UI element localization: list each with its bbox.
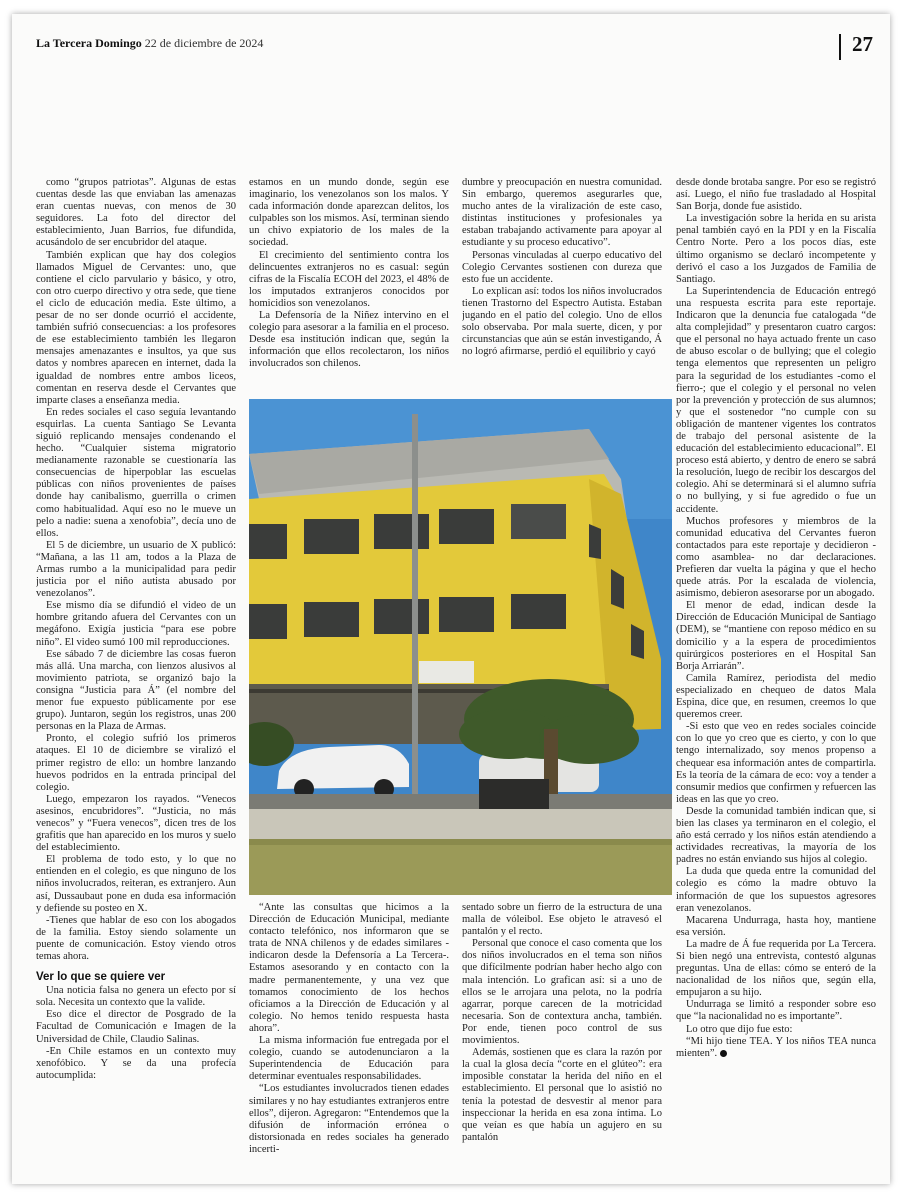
paragraph: Camila Ramírez, periodista del medio especializado en chequeo de datos Mala Espina, dice que, en resumen, creemos lo que queremos creer. bbox=[676, 672, 876, 721]
article-column-3-top bbox=[462, 177, 662, 392]
page-header bbox=[36, 36, 263, 51]
end-of-article-icon bbox=[720, 1050, 727, 1057]
paragraph: La duda que queda entre la comunidad del colegio es cómo la madre obtuvo la información de que los supuestos agresores eran venezolanos. bbox=[676, 866, 876, 914]
paragraph: Ese sábado 7 de diciembre las cosas fueron más allá. Una marcha, con lienzos alusivos al movimiento patriota, se organizó bajo la consigna “Justicia para Á” (el nombre del menor fue expuesto públicamente por ese grupo). Juntaron, según los registros, unas 200 personas en la Plaza de Armas. bbox=[36, 648, 236, 733]
paragraph: Lo otro que dijo fue esto: bbox=[686, 1023, 793, 1035]
paragraph: El crecimiento del sentimiento contra los delincuentes extranjeros no es casual: según cifras de la Fiscalía ECOH del 2023, el 48% de los imputados extranjeros conocidos por homicidios son venezolanos. bbox=[249, 249, 449, 309]
paragraph: La madre de Á fue requerida por La Tercera. Si bien negó una entrevista, contestó algunas preguntas. Una de ellas: cómo se enteró de la nacionalidad de los niños que, según ella, empujaron a su hijo. bbox=[676, 938, 876, 999]
paragraph: Personas vinculadas al cuerpo educativo del Colegio Cervantes sostienen con dureza que esto fue un accidente. bbox=[462, 249, 662, 285]
paragraph: El menor de edad, indican desde la Dirección de Educación Municipal de Santiago (DEM), se “mantiene con reposo médico en su domicilio y a la espera de procedimientos quirúrgicos posteriores en el Hospital San Borja Arriarán”. bbox=[676, 600, 876, 672]
article-column-2-bottom bbox=[249, 902, 449, 1172]
paragraph: sentado sobre un fierro de la estructura de una malla de vóleibol. Ese objeto le atravesó el pantalón y el recto. bbox=[462, 902, 662, 938]
paragraph: La investigación sobre la herida en su arista penal también cayó en la PDI y en la Fiscalía Centro Norte. Pero a los pocos días, este último organismo se declaró incompetente y derivó el caso a los Juzgados de Familia de Santiago. bbox=[676, 213, 876, 285]
paragraph: Desde la comunidad también indican que, si bien las clases ya terminaron en el colegio, el año está cerrado y los niños están atendiendo a actividades recreativas, la mayoría de los padres no están enviando sus hijos al colegio. bbox=[676, 805, 876, 866]
paragraph: -En Chile estamos en un contexto muy xenofóbico. Y se da una profecía autocumplida: bbox=[36, 1045, 236, 1081]
paragraph: “Ante las consultas que hicimos a la Dirección de Educación Municipal, mediante contacto telefónico, nos informaron que se trata de NNA chilenos y de edades similares -indicaron desde la Defensoría a La Tercera-. Estamos asesorando y en contacto con la madre permanentemente, y una vez que tomamos conocimiento de los hechos oficiamos a la Dirección de Educación y al colegio. No hemos tenido respuesta hasta ahora”. bbox=[249, 902, 449, 1034]
school-building-photo bbox=[249, 399, 672, 895]
paragraph: Además, sostienen que es clara la razón por la cual la glosa decía “corte en el glúteo”: era imposible constatar la herida del niño en el establecimiento. El personal que lo asistió no tenía la potestad de desvestir al menor para inspeccionar la herida en esa zona íntima. Lo que veían es que había un agujero en su pantalón bbox=[462, 1047, 662, 1143]
paragraph: La Defensoría de la Niñez intervino en el colegio para asesorar a la familia en el proceso. Desde esa institución indican que, según la información que ellos recolectaron, los niños involucrados son chilenos. bbox=[249, 310, 449, 370]
paragraph: El 5 de diciembre, un usuario de X publicó: “Mañana, a las 11 am, todos a la Plaza de Armas rumbo a la municipalidad para pedir justicia por el niño autista abusado por venezolanos”. bbox=[36, 539, 236, 600]
publication-date: 22 de diciembre de 2024 bbox=[144, 36, 264, 50]
article-column-1 bbox=[36, 177, 236, 1167]
paragraph: Personal que conoce el caso comenta que los dos niños involucrados en el tema son niños que difícilmente podrían haber hecho algo con mala intención. Lo grafican así: si a uno de ellos se le arrojara una pelota, no la podría agarrar, porque carecen de la motricidad necesaria. Son de contextura ancha, también. Por ende, tienen poco control de sus movimientos. bbox=[462, 938, 662, 1047]
paragraph: dumbre y preocupación en nuestra comunidad. Sin embargo, queremos asegurarles que, mucho antes de la viralización de este caso, distintas instituciones y profesionales ya estaban trabajando activamente para apoyar al estudiante y su proceso educativo”. bbox=[462, 177, 662, 249]
paragraph: La misma información fue entregada por el colegio, cuando se autodenunciaron a la Superintendencia de Educación para determinar eventuales responsabilidades. bbox=[249, 1035, 449, 1083]
paragraph: -Si esto que veo en redes sociales coincide con lo que yo creo que es cierto, y con lo que tengo internalizado, soy menos propenso a chequear esa información antes de compartirla. Es la teoría de la cámara de eco: voy a tender a consumir medios que confirmen y refuercen las ideas en las que yo creo. bbox=[676, 721, 876, 805]
paragraph: Eso dice el director de Posgrado de la Facultad de Comunicación e Imagen de la Universidad de Chile, Claudio Salinas. bbox=[36, 1009, 236, 1045]
paragraph: como “grupos patriotas”. Algunas de estas cuentas desde las que enviaban las amenazas eran cuentas nuevas, con menos de 30 seguidores. La foto del director del establecimiento, Juan Barrios, fue difundida, acusándolo de ser encubridor del ataque. bbox=[36, 177, 236, 249]
page-number: 27 bbox=[852, 32, 873, 56]
article-column-2-top bbox=[249, 177, 449, 392]
newspaper-page bbox=[12, 14, 890, 1184]
page-number-divider bbox=[839, 34, 841, 60]
paragraph bbox=[676, 1036, 876, 1060]
paragraph: “Los estudiantes involucrados tienen edades similares y no hay estudiantes extranjeros entre ellos”, dijeron. Agregaron: “Entendemos que la difusión de información errónea o distorsionada en redes sociales ha generado incerti- bbox=[249, 1083, 449, 1155]
paragraph: Undurraga se limitó a responder sobre eso que “la nacionalidad no es importante”. bbox=[676, 999, 876, 1023]
paragraph: También explican que hay dos colegios llamados Miguel de Cervantes: uno, que contiene el ciclo parvulario y básico, y otro, con otro cuerpo directivo y otra sede, que tiene el ciclo de educación media. Este último, a pesar de no ser donde ocurrió el accidente, también sufrió consecuencias: a los profesores de ese establecimiento también les llegaron mensajes amenazantes e insultos, ya que sus datos y nombres aparecen en internet, dada la igualdad de nombres entre ambos liceos, comentan en reserva desde el Cervantes que imparte clases a enseñanza media. bbox=[36, 249, 236, 406]
paragraph: El problema de todo esto, y lo que no entienden en el colegio, es que ninguno de los niños involucrados, reiteran, es extranjero. Aun así, Dussaubaut pone en duda esa información y defiende su posteo en X. bbox=[36, 854, 236, 914]
paragraph: Lo explican así: todos los niños involucrados tienen Trastorno del Espectro Autista. Estaban jugando en el patio del colegio. Uno de ellos solo observaba. Por mala suerte, dicen, y por circunstancias que aún se están investigando, Á no logró afirmarse, perdió el equilibrio y cayó bbox=[462, 285, 662, 358]
paragraph: Muchos profesores y miembros de la comunidad educativa del Cervantes fueron contactados para este reportaje y decidieron -como asamblea- no dar declaraciones. Prefieren dar vuelta la página y que el hecho quede atrás. Por la escalada de violencia, asimismo, debieron asesorarse por un abogado. bbox=[676, 515, 876, 600]
paragraph: Ese mismo día se difundió el video de un hombre gritando afuera del Cervantes con un megáfono. Exigía justicia “para ese pobre niño”. El video sumó 100 mil reproducciones. bbox=[36, 600, 236, 648]
paragraph: La Superintendencia de Educación entregó una respuesta escrita para este reportaje. Indicaron que la denuncia fue catalogada “de alta complejidad” y presentaron cuatro cargos: que el personal no haya actuado frente un caso de abuso escolar o de bullying; que el colegio tenga elementos que representen un peligro para la seguridad de los estudiantes -como el fierro-; que el colegio y el personal no velen por la prevención y protección de sus alumnos; y que el sostenedor “no cumple con su obligación de mantener vigentes los contratos de trabajo del personal asistente de la educación del establecimiento educacional”. El proceso está abierto, y dentro de enero se sabrá la resolución, luego de recibir los descargos del colegio. Ahí se determinará si el alumno sufría o no bullying, y si fue agredido o fue un accidente. bbox=[676, 285, 876, 515]
publication-name: La Tercera Domingo bbox=[36, 36, 142, 50]
paragraph: Una noticia falsa no genera un efecto por sí sola. Necesita un contexto que la valide. bbox=[36, 985, 236, 1009]
paragraph: estamos en un mundo donde, según ese imaginario, los venezolanos son los malos. Y cada información donde aparezcan delitos, los culpables son los mismos. Así, terminan siendo un chivo expiatorio de los males de la sociedad. bbox=[249, 177, 449, 249]
paragraph: Pronto, el colegio sufrió los primeros ataques. El 10 de diciembre se viralizó el primer registro de ello: un hombre lanzando huevos podridos en la entrada principal del colegio. bbox=[36, 733, 236, 793]
paragraph: Luego, empezaron los rayados. “Venecos asesinos, encubridores”. “Justicia, no más venecos” y “Fuera venecos”, dicen tres de los grafitis que han aparecido en los muros y suelo del establecimiento. bbox=[36, 793, 236, 854]
paragraph: En redes sociales el caso seguía levantando esquirlas. La cuenta Santiago Se Levanta siguió replicando mensajes condenando el hecho. “Cualquier sistema migratorio medianamente razonable se cuestionaría las consecuencias de hiperpoblar las escuelas públicas con niños provenientes de países donde hay canibalismo, guerrilla o crimen como habitualidad. Aquí eso no le mueve un pelo a nadie: suena a xenofobia”, decía uno de ellos. bbox=[36, 406, 236, 539]
article-column-4 bbox=[676, 177, 876, 1177]
article-column-3-bottom bbox=[462, 902, 662, 1172]
closing-quote-text: “Mi hijo tiene TEA. Y los niños TEA nunca mienten”. bbox=[676, 1035, 876, 1059]
paragraph: Macarena Undurraga, hasta hoy, mantiene esa versión. bbox=[676, 914, 876, 938]
section-subheading: Ver lo que se quiere ver bbox=[36, 971, 166, 984]
paragraph: desde donde brotaba sangre. Por eso se registró así. Luego, el niño fue trasladado al Hospital San Borja, donde fue asistido. bbox=[676, 177, 876, 213]
paragraph: -Tienes que hablar de eso con los abogados de la familia. Estoy siendo solamente un puente de comunicación. Estoy viendo otros temas ahora. bbox=[36, 914, 236, 962]
